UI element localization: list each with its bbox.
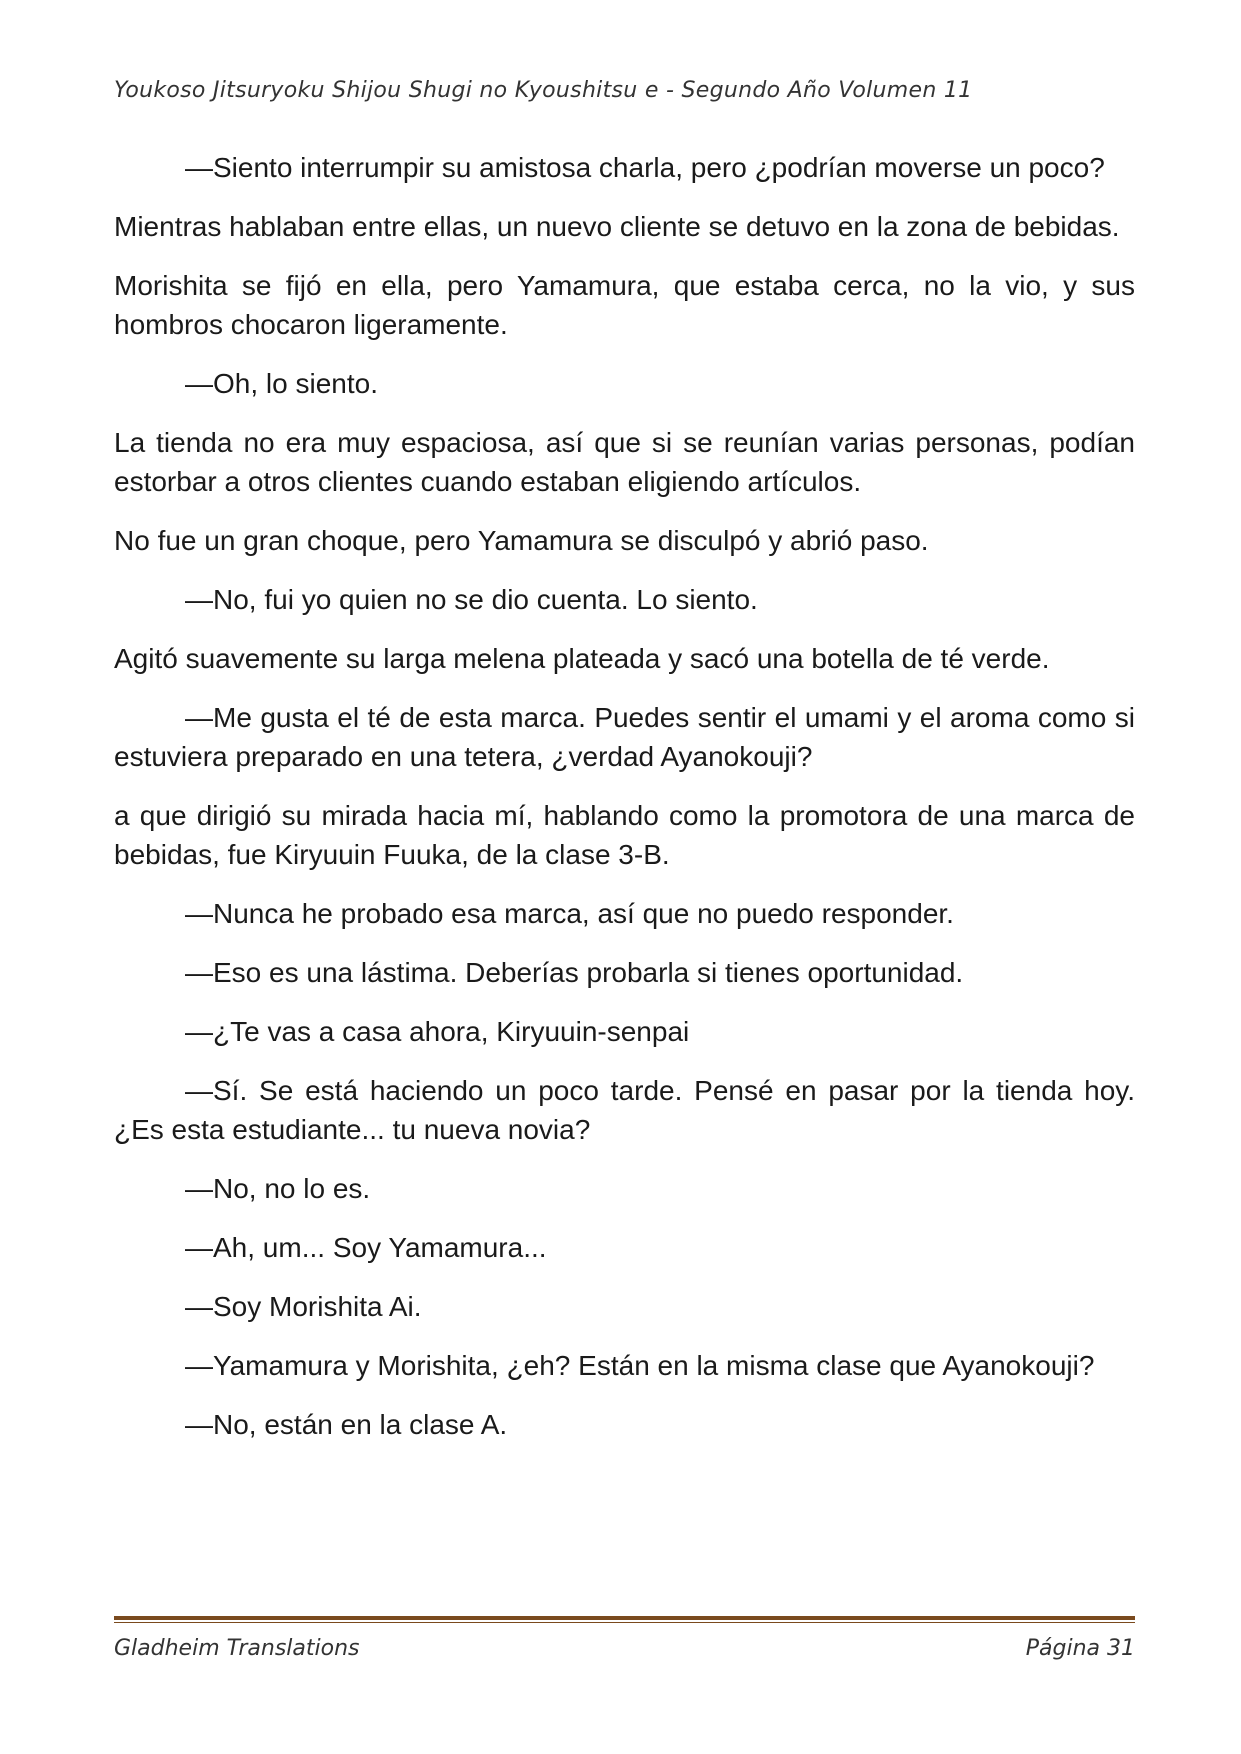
paragraph: —Oh, lo siento.: [185, 368, 378, 399]
paragraph: —No, están en la clase A.: [185, 1409, 508, 1440]
paragraph: —Siento interrumpir su amistosa charla, pero ¿podrían moverse un poco?: [185, 152, 1105, 183]
paragraph: La tienda no era muy espaciosa, así que si se reunían varias personas, podían estorbar a otros clientes cuando estaban eligiendo artículos.: [114, 427, 1135, 497]
paragraph: —Nunca he probado esa marca, así que no puedo responder.: [185, 898, 954, 929]
paragraph: —Eso es una lástima. Deberías probarla si tienes oportunidad.: [185, 957, 964, 988]
footer-translator: Gladheim Translations: [114, 1636, 360, 1661]
paragraph: —Ah, um... Soy Yamamura...: [185, 1232, 547, 1263]
paragraph: Morishita se fijó en ella, pero Yamamura, que estaba cerca, no la vio, y sus hombros chocaron ligeramente.: [114, 270, 1135, 340]
paragraph: —No, fui yo quien no se dio cuenta. Lo siento.: [185, 584, 758, 615]
paragraph: —Soy Morishita Ai.: [185, 1291, 422, 1322]
page-header-title: Youkoso Jitsuryoku Shijou Shugi no Kyoushitsu e - Segundo Año Volumen 11: [114, 78, 973, 103]
paragraph: No fue un gran choque, pero Yamamura se disculpó y abrió paso.: [114, 525, 929, 556]
paragraph: Mientras hablaban entre ellas, un nuevo cliente se detuvo en la zona de bebidas.: [114, 211, 1120, 242]
footer-divider-thick: [114, 1616, 1135, 1620]
paragraph: —Yamamura y Morishita, ¿eh? Están en la misma clase que Ayanokouji?: [185, 1350, 1095, 1381]
paragraph: —Sí. Se está haciendo un poco tarde. Pensé en pasar por la tienda hoy. ¿Es esta estudiante... tu nueva novia?: [114, 1075, 1135, 1145]
paragraph: —Me gusta el té de esta marca. Puedes sentir el umami y el aroma como si estuviera preparado en una tetera, ¿verdad Ayanokouji?: [114, 702, 1135, 772]
footer-page-number: Página 31: [1025, 1636, 1135, 1661]
page-body: [114, 148, 1135, 1464]
paragraph: —No, no lo es.: [185, 1173, 371, 1204]
paragraph: Agitó suavemente su larga melena plateada y sacó una botella de té verde.: [114, 643, 1050, 674]
paragraph: a que dirigió su mirada hacia mí, hablando como la promotora de una marca de bebidas, fue Kiryuuin Fuuka, de la clase 3-B.: [114, 800, 1135, 870]
footer-divider-thin: [114, 1622, 1135, 1623]
paragraph: —¿Te vas a casa ahora, Kiryuuin-senpai: [185, 1016, 690, 1047]
